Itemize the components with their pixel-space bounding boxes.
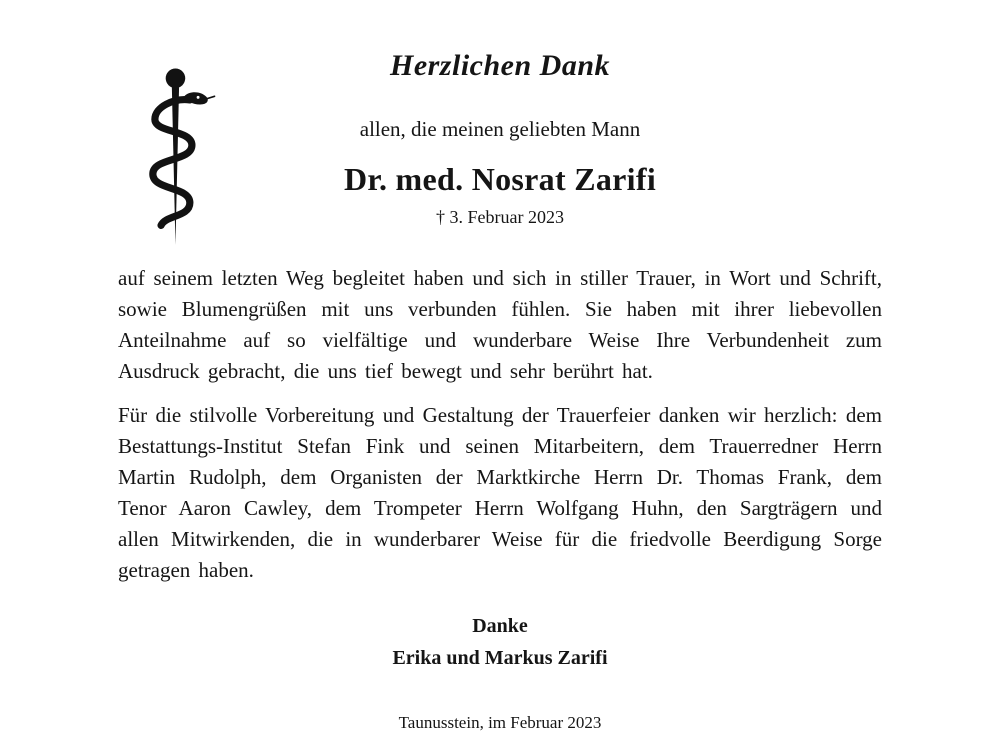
thanks-line: Danke	[472, 615, 528, 637]
thanks-paragraph: auf seinem letzten Weg begleitet haben und sich in stiller Trauer, in Wort und Schrift, sowie Blumengrüßen mit uns verbunden fühlen. Sie haben mit ihrer liebevollen Anteilnahme auf so vielfältige und wunderbare Weise Ihre Verbundenheit zum Ausdruck gebracht, die uns tief bewegt und sehr berührt hat.	[118, 266, 882, 383]
rod-of-asclepius-icon	[138, 68, 216, 248]
intro-line: allen, die meinen geliebten Mann	[359, 117, 641, 141]
signoff	[0, 610, 1000, 674]
death-date: † 3. Februar 2023	[436, 207, 564, 227]
signature-line: Erika und Markus Zarifi	[392, 647, 608, 669]
deceased-name: Dr. med. Nosrat Zarifi	[343, 161, 657, 197]
notice-title: Herzlichen Dank	[389, 49, 611, 82]
place-date-line: Taunusstein, im Februar 2023	[398, 713, 602, 732]
acknowledgements-paragraph: Für die stilvolle Vorbereitung und Gestaltung der Trauerfeier danken wir herzlich: dem Bestattungs-Institut Stefan Fink und seinen Mitarbeitern, dem Trauerredner Herrn Martin Rudolph, dem Organisten der Marktkirche Herrn Dr. Thomas Frank, dem Tenor Aaron Cawley, dem Trompeter Herrn Wolfgang Huhn, den Sargträgern und allen Mitwirkenden, die in wunderbarer Weise für die friedvolle Beerdigung Sorge getragen haben.	[118, 403, 882, 582]
notice-body	[118, 263, 882, 586]
